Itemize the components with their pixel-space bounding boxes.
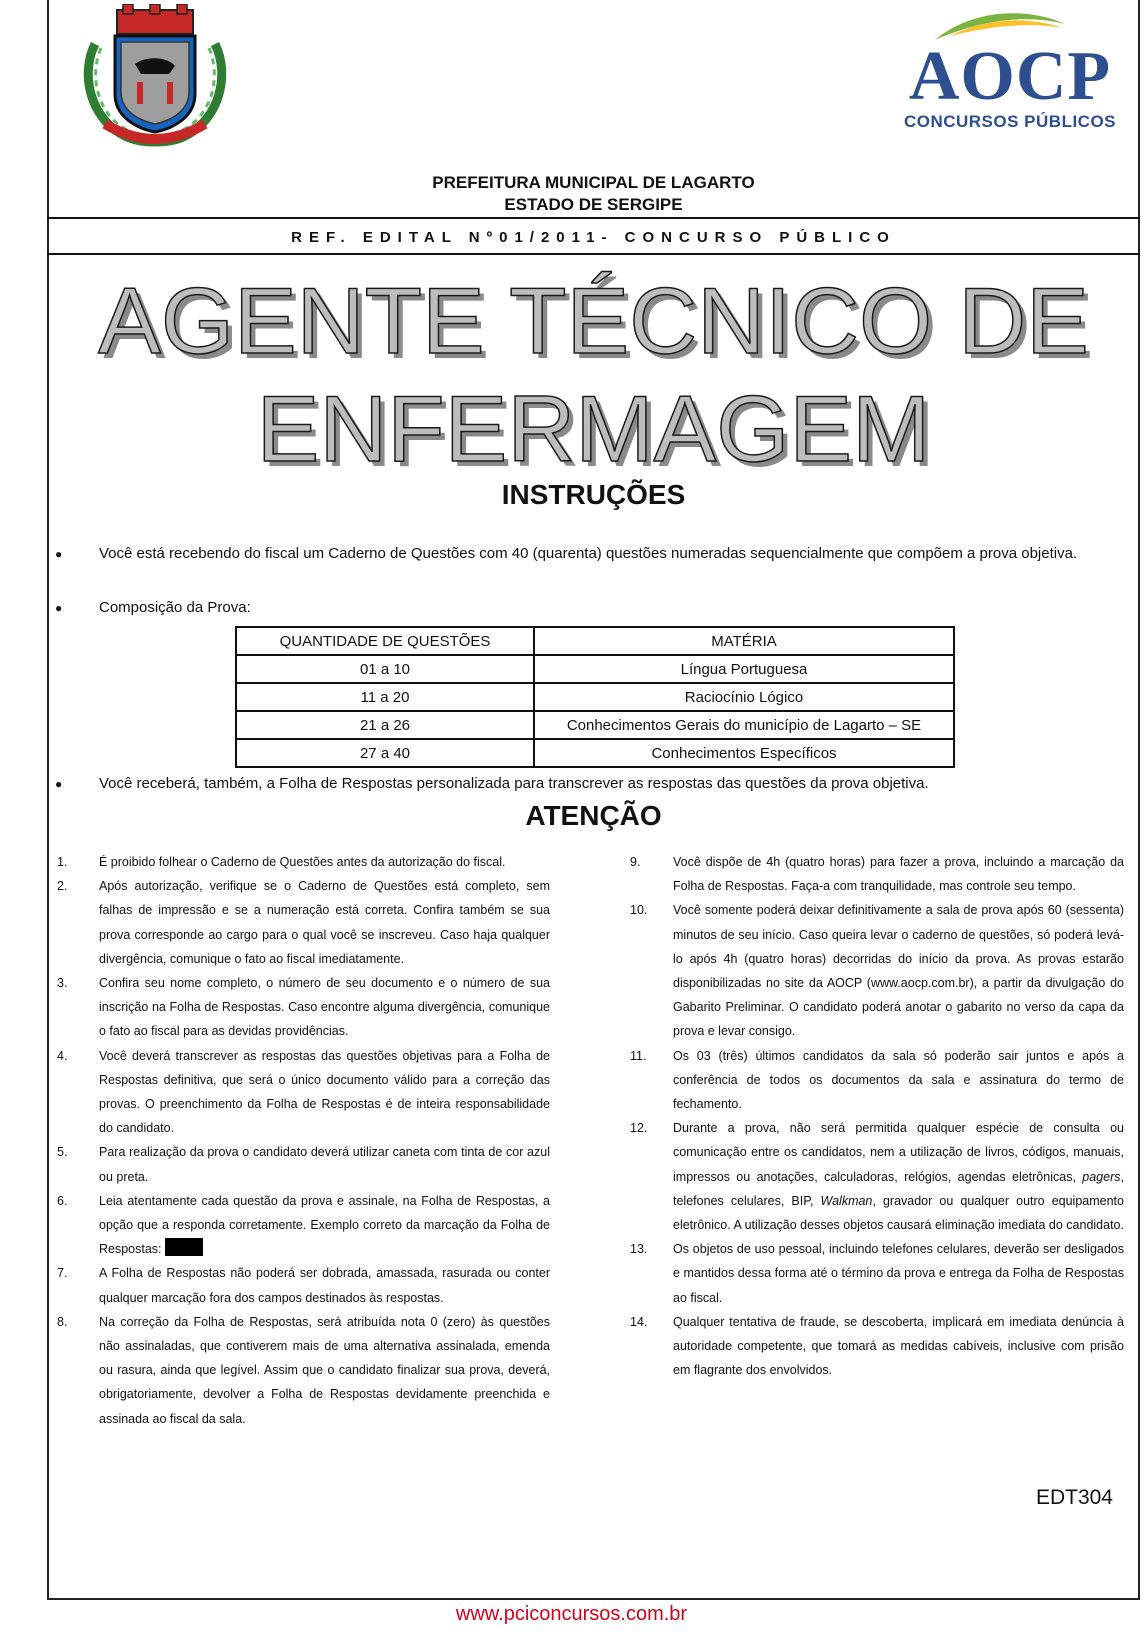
footer-url-link[interactable]: www.pciconcursos.com.br bbox=[455, 1603, 688, 1625]
list-item: 14. Qualquer tentativa de fraude, se descoberta, implicará em imediata denúncia à autoridade competente, que tomará as medidas cabíveis, inclusive com prisão em flagrante dos envolvidos. bbox=[630, 1314, 1124, 1378]
list-item: 4. Você deverá transcrever as respostas das questões objetivas para a Folha de Respostas definitiva, que será o único documento válido para a correção das provas. O preenchimento da Folha de Respostas é de inteira responsabilidade do candidato. bbox=[57, 1048, 550, 1136]
list-item: 8. Na correção da Folha de Respostas, será atribuída nota 0 (zero) às questões não assinaladas, que contiverem mais de uma alternativa assinalada, emenda ou rasura, ainda que legível. Assim que o candidato finalizar sua prova, deverá, obrigatoriamente, devolver a Folha de Respostas devidamente preenchida e assinada ao fiscal da sala. bbox=[57, 1314, 550, 1426]
instruction-text: Você receberá, também, a Folha de Respostas personalizada para transcrever as respostas das questões da prova objetiva. bbox=[99, 775, 929, 792]
table-cell: Raciocínio Lógico bbox=[534, 683, 954, 711]
attention-list-left bbox=[57, 850, 550, 1431]
org-name: PREFEITURA MUNICIPAL DE LAGARTO bbox=[432, 173, 755, 192]
exam-code: EDT304 bbox=[1035, 1486, 1113, 1509]
list-item: 5. Para realização da prova o candidato deverá utilizar caneta com tinta de cor azul ou preta. bbox=[57, 1145, 550, 1184]
edital-reference: REF. EDITAL Nº01/2011- CONCURSO PÚBLICO bbox=[291, 229, 896, 246]
table-cell: 21 a 26 bbox=[236, 711, 534, 739]
aocp-logo bbox=[890, 6, 1130, 136]
column-header: QUANTIDADE DE QUESTÕES bbox=[236, 627, 534, 655]
table-row bbox=[236, 711, 954, 739]
table-row bbox=[236, 683, 954, 711]
column-header: MATÉRIA bbox=[534, 627, 954, 655]
list-item: 2. Após autorização, verifique se o Caderno de Questões está completo, sem falhas de impressão e se a numeração está correta. Confira também se sua prova corresponde ao cargo para o qual você se inscreveu. Caso haja qualquer divergência, comunique o fato ao fiscal imediatamente. bbox=[57, 879, 550, 966]
table-cell: Conhecimentos Gerais do município de Lagarto – SE bbox=[534, 711, 954, 739]
list-item: 6. Leia atentamente cada questão da prova e assinale, na Folha de Respostas, a opção que a responda corretamente. Exemplo correto da marcação da Folha de Respostas: bbox=[57, 1193, 550, 1257]
bullet-icon: ● bbox=[55, 777, 63, 791]
bullet-icon: ● bbox=[55, 601, 63, 615]
list-item: 13. Os objetos de uso pessoal, incluindo telefones celulares, deverão ser desligados e mantidos dessa forma até o término da prova e entrega da Folha de Respostas ao fiscal. bbox=[630, 1242, 1124, 1305]
table-cell: Conhecimentos Específicos bbox=[534, 739, 954, 767]
divider bbox=[47, 217, 1140, 219]
list-item: 1. É proibido folhear o Caderno de Questões antes da autorização do fiscal. bbox=[57, 855, 506, 869]
instruction-text: Você está recebendo do fiscal um Caderno de Questões com 40 (quarenta) questões numeradas sequencialmente que compõem a prova objetiva. bbox=[99, 545, 1078, 562]
job-title-line1: AGENTE TÉCNICO DE bbox=[98, 268, 1089, 373]
municipal-crest-icon bbox=[75, 4, 235, 154]
table-cell: 27 a 40 bbox=[236, 739, 534, 767]
logo-brand-text: AOCP bbox=[908, 38, 1112, 115]
example-mark-icon bbox=[165, 1238, 203, 1256]
instruction-bullet bbox=[52, 541, 1132, 593]
table-cell: Língua Portuguesa bbox=[534, 655, 954, 683]
list-item: 7. A Folha de Respostas não poderá ser dobrada, amassada, rasurada ou conter qualquer marcação fora dos campos destinados às respostas. bbox=[57, 1266, 550, 1305]
bullet-icon: ● bbox=[55, 547, 63, 561]
attention-heading: ATENÇÃO bbox=[525, 800, 662, 831]
attention-list-right bbox=[630, 850, 1124, 1382]
divider bbox=[47, 253, 1140, 255]
logo-subtitle-text: CONCURSOS PÚBLICOS bbox=[903, 112, 1117, 131]
org-state: ESTADO DE SERGIPE bbox=[504, 195, 683, 214]
list-item: 9. Você dispõe de 4h (quatro horas) para fazer a prova, incluindo a marcação da Folha de Respostas. Faça-a com tranquilidade, mas controle seu tempo. bbox=[630, 855, 1124, 894]
table-header-row bbox=[236, 627, 954, 655]
instructions-heading: INSTRUÇÕES bbox=[501, 479, 686, 510]
table-cell: 01 a 10 bbox=[236, 655, 534, 683]
list-item: 11. Os 03 (três) últimos candidatos da sala só poderão sair juntos e após a conferência de todos os documentos da sala e assinatura do termo de fechamento. bbox=[630, 1048, 1124, 1112]
table-row bbox=[236, 655, 954, 683]
table-cell: 11 a 20 bbox=[236, 683, 534, 711]
table-row bbox=[236, 739, 954, 767]
job-title-line2: ENFERMAGEM bbox=[256, 376, 931, 481]
exam-composition-table bbox=[235, 626, 955, 768]
list-item: 10. Você somente poderá deixar definitivamente a sala de prova após 60 (sessenta) minutos de seu início. Caso queira levar o caderno de questões, só poderá levá-lo após 4h (quatro horas) decorridas do início da prova. As provas estarão disponibilizadas no site da AOCP (www.aocp.com.br), a partir da divulgação do Gabarito Preliminar. O candidato poderá anotar o gabarito no verso da capa da prova e levar consigo. bbox=[630, 903, 1124, 1039]
list-item: 12. Durante a prova, não será permitida qualquer espécie de consulta ou comunicação entre os candidatos, nem a utilização de livros, códigos, manuais, impressos ou anotações, calculadoras, relógios, agendas eletrônicas, pagers, telefones celulares, BIP, Walkman, gravador ou qualquer outro equipamento eletrônico. A utilização desses objetos causará eliminação imediata do candidato. bbox=[630, 1121, 1124, 1233]
list-item: 3. Confira seu nome completo, o número de seu documento e o número de sua inscrição na Folha de Respostas. Caso encontre alguma divergência, comunique o fato ao fiscal para as devidas providências. bbox=[57, 976, 550, 1039]
instruction-text: Composição da Prova: bbox=[99, 599, 251, 616]
